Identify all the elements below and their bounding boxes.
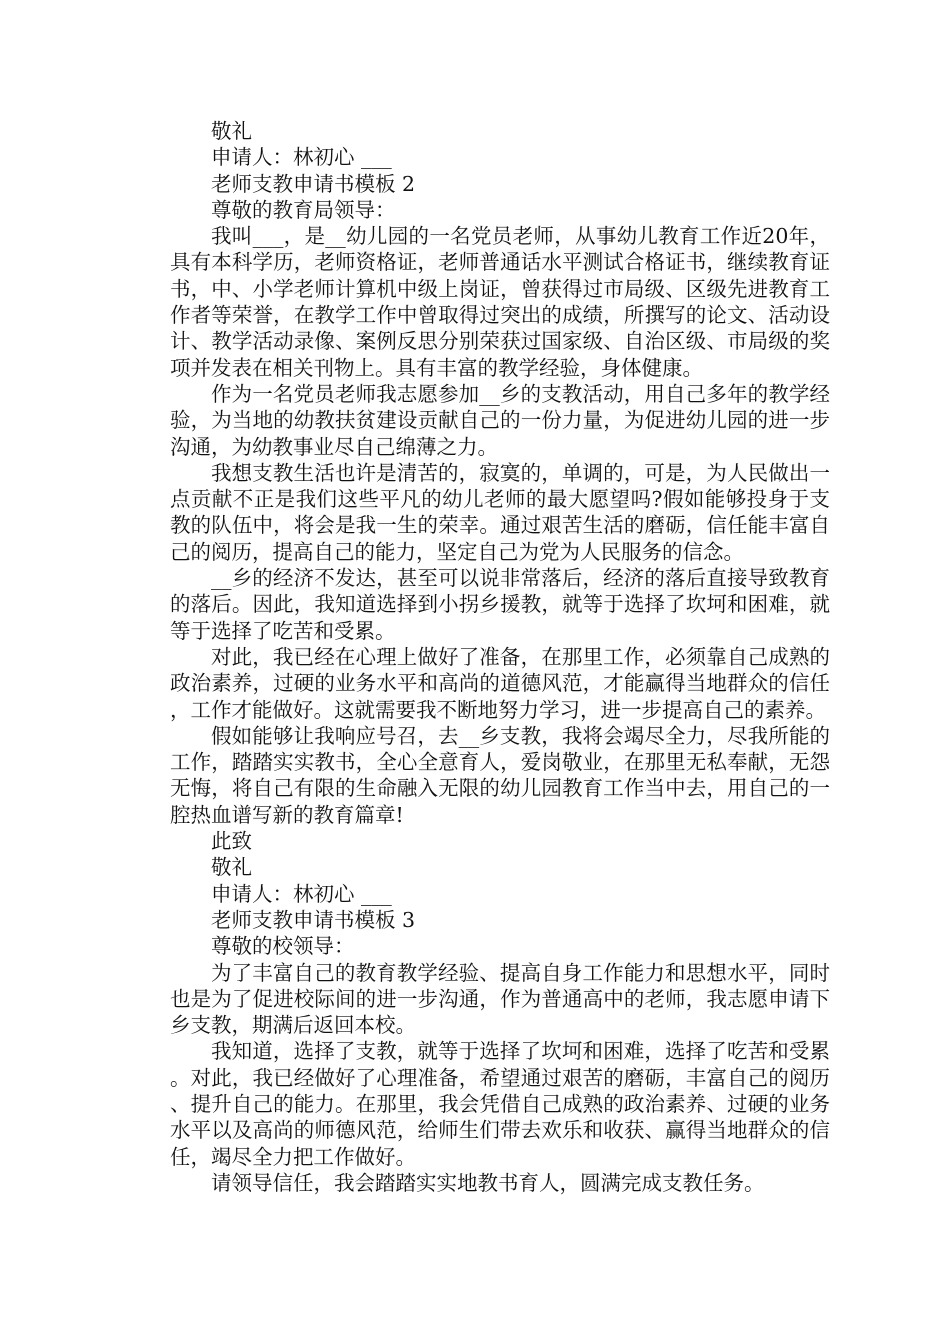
body-paragraph: 请领导信任，我会踏踏实实地教书育人，圆满完成支教任务。 — [211, 1170, 765, 1195]
body-paragraph: 我想支教生活也许是清苦的，寂寞的，单调的，可是，为人民做出一点贡献不正是我们这些平凡的幼儿老师的最大愿望吗?假如能够投身于支教的队伍中，将会是我一生的荣幸。通过艰苦生活的磨砺，信任能丰富自己的阅历，提高自己的能力，坚定自己为党为人民服务的信念。 — [170, 460, 830, 564]
salutation: 尊敬的校领导： — [211, 934, 355, 959]
body-paragraph: 假如能够让我响应号召，去__乡支教，我将会竭尽全力，尽我所能的工作，踏踏实实教书，全心全意育人，爱岗敬业，在那里无私奉献，无怨无悔，将自己有限的生命融入无限的幼儿园教育工作当中去，用自己的一腔热血谱写新的教育篇章! — [170, 723, 830, 827]
closing-salute: 敬礼 — [211, 119, 252, 143]
closing-phrase: 此致 — [211, 829, 252, 854]
body-paragraph: 对此，我已经在心理上做好了准备，在那里工作，必须靠自己成熟的政治素养，过硬的业务水平和高尚的道德风范，才能赢得当地群众的信任，工作才能做好。这就需要我不断地努力学习，进一步提高自己的素养。 — [170, 644, 830, 722]
applicant-signature: 申请人：林初心 ___ — [211, 145, 392, 170]
closing-salute: 敬礼 — [211, 855, 252, 880]
body-paragraph: 为了丰富自己的教育教学经验、提高自身工作能力和思想水平，同时也是为了促进校际间的进一步沟通，作为普通高中的老师，我志愿申请下乡支教，期满后返回本校。 — [170, 960, 830, 1038]
template-title: 老师支教申请书模板 2 — [211, 171, 416, 196]
document-body — [170, 118, 830, 1196]
body-paragraph: __乡的经济不发达，甚至可以说非常落后，经济的落后直接导致教育的落后。因此，我知道选择到小拐乡援教，就等于选择了坎坷和困难，就等于选择了吃苦和受累。 — [170, 566, 830, 643]
body-paragraph: 作为一名党员老师我志愿参加__乡的支教活动，用自己多年的教学经验，为当地的幼教扶贫建设贡献自己的一份力量，为促进幼儿园的进一步沟通，为幼教事业尽自己绵薄之力。 — [170, 381, 830, 459]
salutation: 尊敬的教育局领导： — [211, 197, 396, 222]
body-paragraph: 我知道，选择了支教，就等于选择了坎坷和困难，选择了吃苦和受累。对此，我已经做好了心理准备，希望通过艰苦的磨砺，丰富自己的阅历、提升自己的能力。在那里，我会凭借自己成熟的政治素养、过硬的业务水平以及高尚的师德风范，给师生们带去欢乐和收获、赢得当地群众的信任，竭尽全力把工作做好。 — [170, 1039, 830, 1169]
applicant-signature: 申请人：林初心 ___ — [211, 881, 392, 906]
body-paragraph: 我叫___，是__幼儿园的一名党员老师，从事幼儿教育工作近20年，具有本科学历，老师资格证，老师普通话水平测试合格证书，继续教育证书，中、小学老师计算机中级上岗证，曾获得过市局级、区级先进教育工作者等荣誉，在教学工作中曾取得过突出的成绩，所撰写的论文、活动设计、教学活动录像、案例反思分别荣获过国家级、自治区级、市局级的奖项并发表在相关刊物上。具有丰富的教学经验，身体健康。 — [170, 224, 830, 380]
template-title: 老师支教申请书模板 3 — [211, 907, 416, 932]
